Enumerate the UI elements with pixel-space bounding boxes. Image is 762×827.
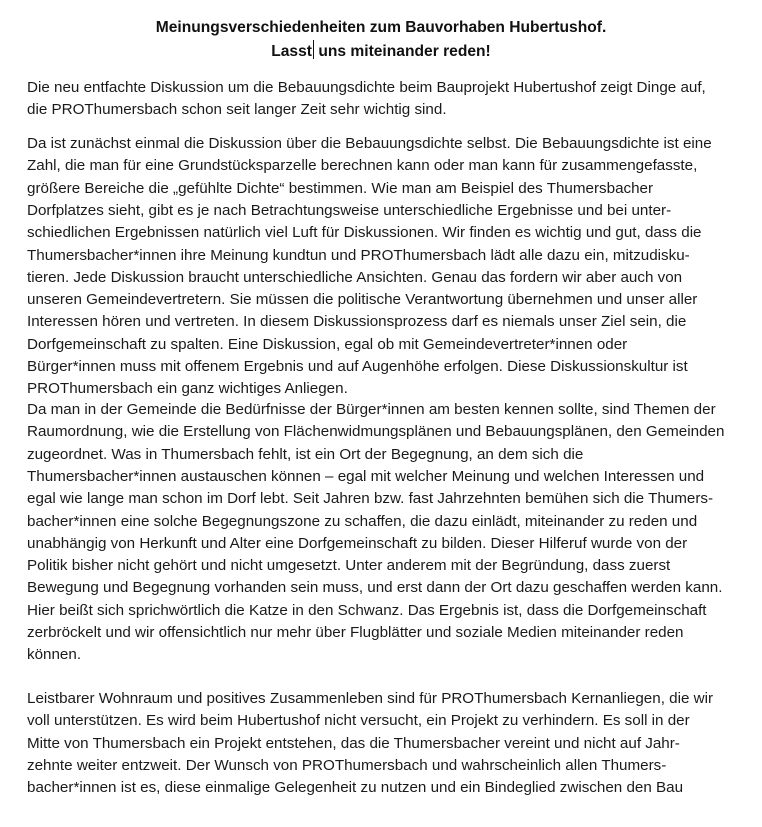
paragraph-3-line: bacher*innen eine solche Begegnungszone zu schaffen, die dazu einlädt, miteinander zu reden und [27, 512, 698, 530]
paragraph-3-line: können. [27, 646, 82, 664]
paragraph-2-line: PROThumersbach ein ganz wichtiges Anliegen. [27, 380, 348, 398]
paragraph-3-line: egal wie lange man schon im Dorf lebt. Seit Jahren bzw. fast Jahrzehnten bemühen sich die Thumers- [27, 490, 714, 508]
paragraph-2-line: größere Bereiche die „gefühlte Dichte“ bestimmen. Wie man am Beispiel des Thumersbacher [27, 179, 654, 197]
document-title-line-2 [0, 40, 762, 63]
paragraph-2-line: Dorfplatzes sieht, gibt es je nach Betrachtungsweise unterschiedliche Ergebnisse und bei unter- [27, 201, 672, 219]
paragraph-3-line: Bewegung und Begegnung vorhanden sein muss, und erst dann der Ort dazu geschaffen werden kann. [27, 579, 723, 597]
paragraph-2-line: Dorfgemeinschaft zu spalten. Eine Diskussion, egal ob mit Gemeindevertreter*innen oder [27, 335, 628, 353]
paragraph-4-line: Leistbarer Wohnraum und positives Zusammenleben sind für PROThumersbach Kernanliegen, die wir [27, 690, 714, 707]
paragraph-2-line: Zahl, die man für eine Grundstücksparzelle berechnen kann oder man kann für zusammengefasste, [27, 157, 698, 175]
paragraph-2-line: Thumersbacher*innen ihre Meinung kundtun und PROThumersbach lädt alle dazu ein, mitzudisku- [27, 246, 690, 264]
paragraph-4-line: zehnte weiter entzweit. Der Wunsch von PROThumersbach und wahrscheinlich allen Thumers- [27, 756, 667, 774]
paragraph-3-line: unabhängig von Herkunft und Alter eine Dorfgemeinschaft zu bilden. Dieser Hilferuf wurde von der [27, 534, 688, 552]
paragraph-3-line: Politik bisher nicht gehört und nicht umgesetzt. Unter anderem mit der Begründung, dass zuerst [27, 557, 671, 575]
paragraph-2-line: tieren. Jede Diskussion braucht unterschiedliche Ansichten. Genau das fordern wir aber auch von [27, 268, 683, 286]
paragraph-3-line: zugeordnet. Was in Thumersbach fehlt, ist ein Ort der Begegnung, an dem sich die [27, 445, 584, 463]
paragraph-2-line: Interessen hören und vertreten. In diesem Diskussionsprozess darf es niemals unser Ziel sein, die [27, 313, 687, 331]
paragraph-3-line: zerbröckelt und wir offensichtlich nur mehr über Flugblätter und soziale Medien miteinander reden [27, 624, 684, 641]
title-text-after-cursor: uns miteinander reden! [313, 43, 491, 60]
paragraph-1-line: Die neu entfachte Diskussion um die Bebauungsdichte beim Bauprojekt Hubertushof zeigt Dinge auf, [27, 79, 706, 96]
paragraph-3-line: Raumordnung, wie die Erstellung von Flächenwidmungsplänen und Bebauungsplänen, den Gemeinden [27, 423, 725, 441]
paragraph-2-line: Da ist zunächst einmal die Diskussion über die Bebauungsdichte selbst. Die Bebauungsdichte ist eine [27, 135, 712, 152]
paragraph-3-line: Hier beißt sich sprichwörtlich die Katze in den Schwanz. Das Ergebnis ist, dass die Dorfgemeinschaft [27, 601, 707, 619]
paragraph-4-line: bacher*innen ist es, diese einmalige Gelegenheit zu nutzen und ein Bindeglied zwischen den Bau [27, 779, 684, 797]
paragraph-3-line: Da man in der Gemeinde die Bedürfnisse der Bürger*innen am besten kennen sollte, sind Themen der [27, 401, 716, 418]
paragraph-2-line: schiedlichen Ergebnissen natürlich viel Luft für Diskussionen. Wir finden es wichtig und gut, dass die [27, 224, 702, 242]
document-title-line-1: Meinungsverschiedenheiten zum Bauvorhaben Hubertushof. [155, 19, 607, 36]
paragraph-3-line: Thumersbacher*innen austauschen können – egal mit welcher Meinung und welchen Interessen und [27, 467, 705, 485]
title-text-before-cursor: Lasst [271, 43, 312, 60]
paragraph-4-line: voll unterstützen. Es wird beim Hubertushof nicht versucht, ein Projekt zu verhindern. Es soll in der [27, 712, 690, 730]
paragraph-2-line: Bürger*innen muss mit offenem Ergebnis und auf Augenhöhe erfolgen. Diese Diskussionskultur ist [27, 358, 688, 375]
paragraph-4-line: Mitte von Thumersbach ein Projekt entstehen, das die Thumersbacher vereint und nicht auf Jahr- [27, 734, 680, 752]
paragraph-1-line: die PROThumersbach schon seit langer Zeit sehr wichtig sind. [27, 101, 447, 119]
paragraph-2-line: unseren Gemeindevertretern. Sie müssen die politische Verantwortung übernehmen und unser aller [27, 291, 698, 309]
